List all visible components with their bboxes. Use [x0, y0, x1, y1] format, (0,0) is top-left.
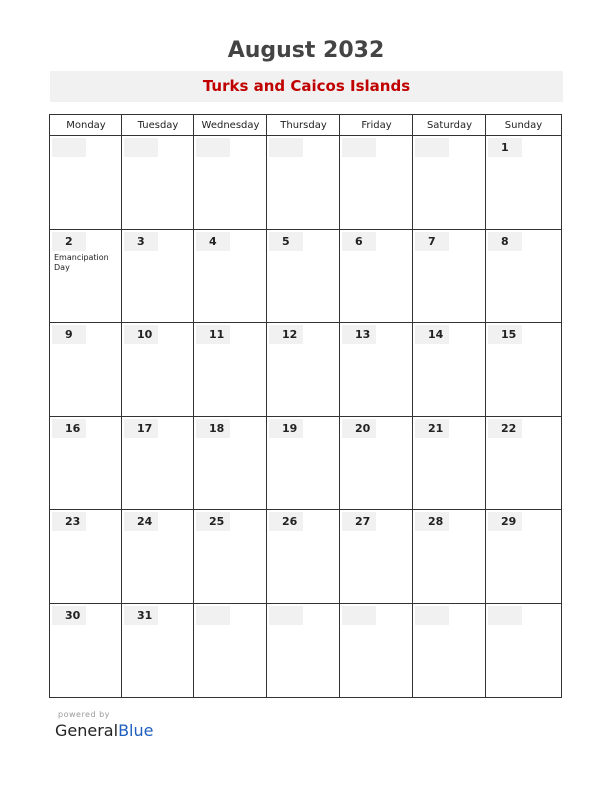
country-name: Turks and Caicos Islands	[202, 77, 411, 95]
day-cell[interactable]	[50, 230, 121, 322]
day-cell[interactable]	[267, 510, 339, 603]
day-cell[interactable]	[194, 136, 266, 229]
day-cell[interactable]	[122, 510, 193, 603]
day-cell[interactable]	[267, 417, 339, 509]
day-cell[interactable]	[50, 136, 121, 229]
day-number: 31	[124, 606, 158, 625]
day-cell[interactable]	[486, 136, 560, 229]
brand-blue-text: Blue	[118, 721, 154, 740]
day-cell[interactable]	[267, 323, 339, 416]
brand-general-text: General	[55, 721, 119, 740]
day-number: 20	[342, 419, 376, 438]
day-number	[269, 606, 303, 625]
day-number: 21	[415, 419, 449, 438]
day-cell[interactable]	[340, 510, 412, 603]
day-cell[interactable]	[50, 417, 121, 509]
day-cell[interactable]	[194, 230, 266, 322]
day-number: 1	[488, 138, 522, 157]
day-cell[interactable]	[340, 323, 412, 416]
day-cell[interactable]	[50, 510, 121, 603]
day-cell[interactable]	[413, 604, 485, 696]
day-number	[196, 138, 230, 157]
weekday-saturday: Saturday	[426, 120, 473, 131]
day-cell[interactable]	[50, 323, 121, 416]
day-cell[interactable]	[194, 604, 266, 696]
day-number: 18	[196, 419, 230, 438]
day-number: 30	[52, 606, 86, 625]
day-cell[interactable]	[340, 136, 412, 229]
day-cell[interactable]	[340, 230, 412, 322]
calendar-grid	[49, 114, 562, 698]
weekday-sunday: Sunday	[504, 120, 543, 131]
day-number: 27	[342, 512, 376, 531]
day-number: 10	[124, 325, 158, 344]
day-number: 28	[415, 512, 449, 531]
weekday-monday: Monday	[66, 120, 106, 131]
day-number: 6	[342, 232, 376, 251]
day-number: 9	[52, 325, 86, 344]
weekday-thursday: Thursday	[280, 120, 327, 131]
day-cell[interactable]	[194, 510, 266, 603]
day-cell[interactable]	[122, 323, 193, 416]
powered-by-label: powered by	[58, 710, 110, 719]
day-cell[interactable]	[194, 417, 266, 509]
day-cell[interactable]	[50, 604, 121, 696]
day-cell[interactable]	[486, 323, 560, 416]
day-cell[interactable]	[122, 417, 193, 509]
day-number: 4	[196, 232, 230, 251]
generalblue-logo[interactable]	[55, 721, 153, 740]
day-cell[interactable]	[340, 604, 412, 696]
day-number: 11	[196, 325, 230, 344]
day-number: 3	[124, 232, 158, 251]
day-cell[interactable]	[267, 604, 339, 696]
day-cell[interactable]	[486, 230, 560, 322]
day-number: 7	[415, 232, 449, 251]
day-cell[interactable]	[413, 323, 485, 416]
day-number: 13	[342, 325, 376, 344]
day-number	[124, 138, 158, 157]
day-number: 26	[269, 512, 303, 531]
day-number: 19	[269, 419, 303, 438]
day-number: 29	[488, 512, 522, 531]
day-cell[interactable]	[413, 136, 485, 229]
day-number: 5	[269, 232, 303, 251]
day-cell[interactable]	[413, 417, 485, 509]
holiday-event: Emancipation Day	[54, 253, 109, 272]
day-number: 8	[488, 232, 522, 251]
day-number	[415, 138, 449, 157]
day-cell[interactable]	[486, 604, 560, 696]
day-number: 14	[415, 325, 449, 344]
weekday-wednesday: Wednesday	[201, 120, 260, 131]
day-cell[interactable]	[413, 230, 485, 322]
day-cell[interactable]	[486, 510, 560, 603]
day-number	[342, 138, 376, 157]
day-cell[interactable]	[122, 136, 193, 229]
day-number: 17	[124, 419, 158, 438]
day-number	[488, 606, 522, 625]
day-number	[415, 606, 449, 625]
day-number: 24	[124, 512, 158, 531]
day-cell[interactable]	[267, 136, 339, 229]
day-cell[interactable]	[267, 230, 339, 322]
day-cell[interactable]	[122, 230, 193, 322]
day-cell[interactable]	[194, 323, 266, 416]
weekday-tuesday: Tuesday	[137, 120, 179, 131]
day-number	[52, 138, 86, 157]
day-number: 25	[196, 512, 230, 531]
day-number	[342, 606, 376, 625]
day-number: 22	[488, 419, 522, 438]
day-number: 16	[52, 419, 86, 438]
day-cell[interactable]	[122, 604, 193, 696]
weekday-friday: Friday	[361, 120, 392, 131]
country-banner	[50, 71, 563, 102]
day-cell[interactable]	[340, 417, 412, 509]
day-cell[interactable]	[413, 510, 485, 603]
day-number	[196, 606, 230, 625]
day-number: 12	[269, 325, 303, 344]
day-number: 23	[52, 512, 86, 531]
day-cell[interactable]	[486, 417, 560, 509]
day-number	[269, 138, 303, 157]
day-number: 2	[52, 232, 86, 251]
day-number: 15	[488, 325, 522, 344]
page-title: August 2032	[227, 38, 385, 63]
